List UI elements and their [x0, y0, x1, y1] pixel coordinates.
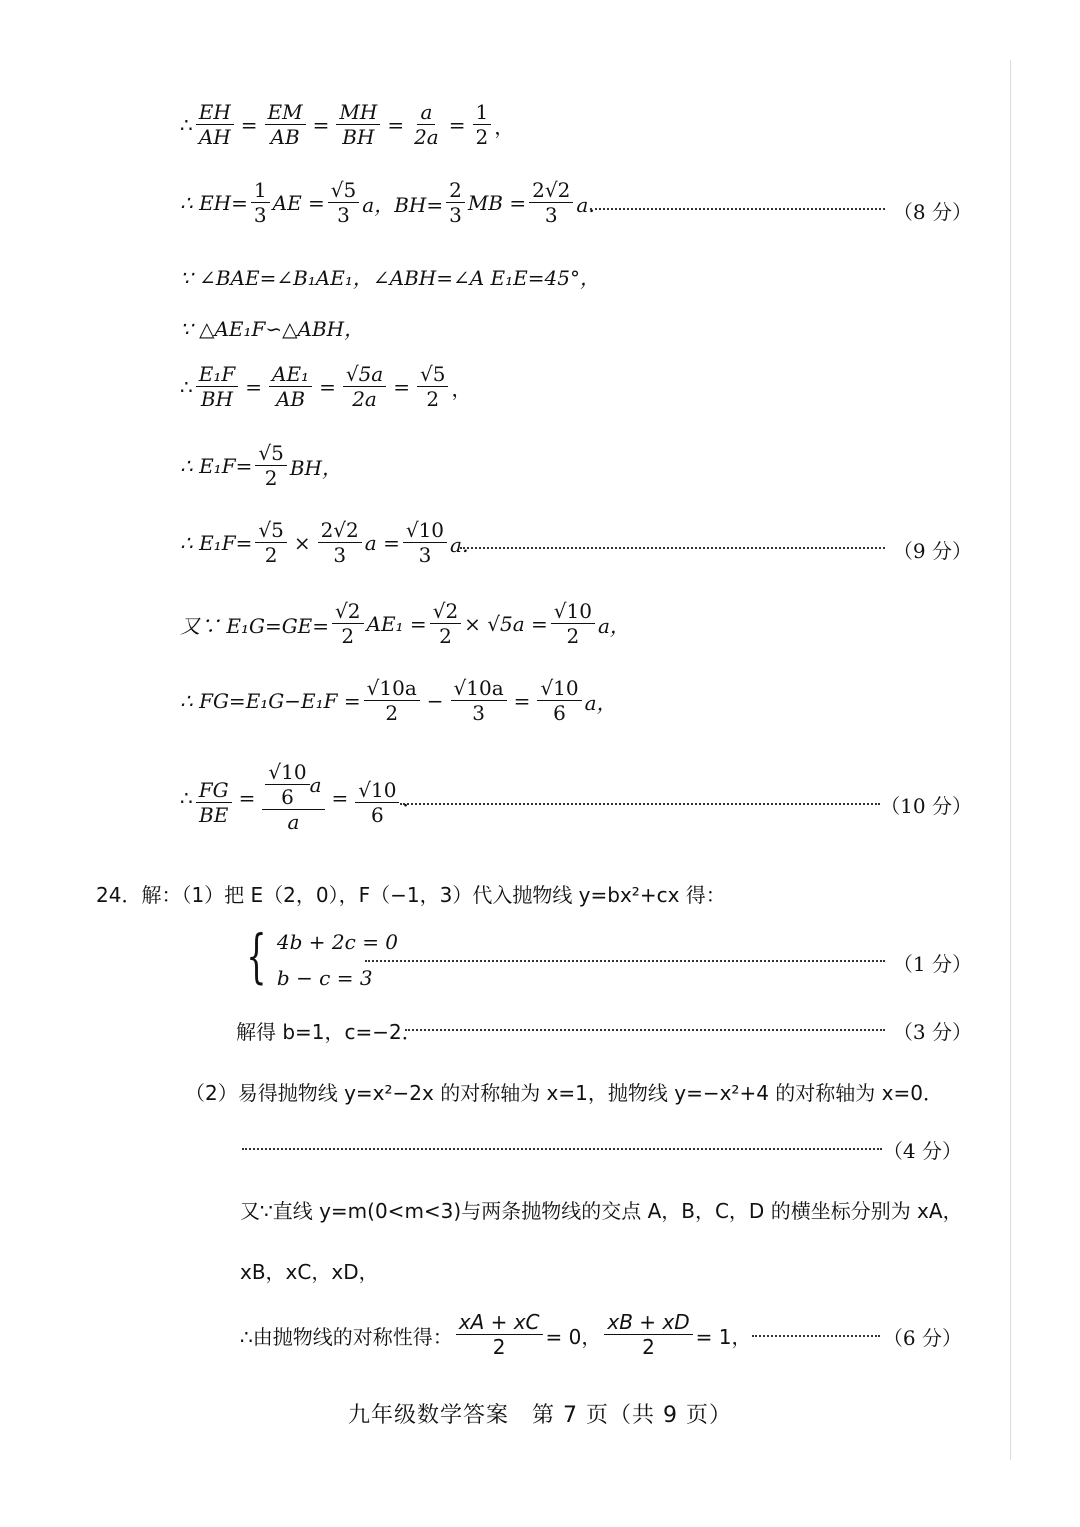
fraction: $\frac{a}{2a}$	[414, 100, 439, 149]
fraction: $\frac{2√2}{3}$	[318, 520, 362, 566]
compound-fraction: $\frac{√10}{6}$ a a	[262, 762, 324, 833]
equation-line-3: ∵ ∠BAE=∠B₁AE₁，∠ABH=∠A E₁E=45°，	[180, 266, 600, 290]
equation-line-5: ∴ $\frac{\text{E₁F}}{BH}$ = $\frac{\text{AE₁}}{AB}$ = $\frac{√5a}{2a}$ = $\frac{√5}{2}$ ，	[180, 362, 472, 411]
equation-line-7: ∴ E₁F= $\frac{√5}{2}$ × $\frac{2√2}{3}$ a = $\frac{√10}{3}$ a．	[180, 518, 482, 567]
dot-leader	[590, 208, 885, 210]
dot-leader	[242, 1148, 882, 1150]
fraction: $\frac{2}{3}$	[446, 180, 465, 226]
fraction: $\frac{EM}{AB}$	[265, 102, 306, 148]
fraction: $\frac{√2}{2}$	[332, 601, 363, 647]
system-equation-1: 4b + 2c = 0	[276, 930, 399, 954]
score-label: （8 分）	[892, 200, 972, 224]
part-2-line-2: 又∵直线 y=m(0<m<3)与两条抛物线的交点 A，B，C，D 的横坐标分别为 xA，	[240, 1199, 963, 1223]
score-label: （6 分）	[882, 1326, 962, 1350]
page-edge-line	[1010, 60, 1011, 1460]
dot-leader	[460, 547, 885, 549]
score-label: （3 分）	[892, 1020, 972, 1044]
page-footer: 九年级数学答案 第 7 页（共 9 页）	[348, 1403, 732, 1428]
fraction: $\frac{√10}{3}$	[403, 520, 447, 566]
fraction: $\frac{√10a}{3}$	[451, 678, 507, 724]
score-label: （1 分）	[892, 952, 972, 976]
equation-line-4: ∵ △AE₁F∽△ABH，	[180, 317, 365, 341]
question-24-header: 24．解：（1）把 E（2，0），F（−1，3）代入抛物线 y=bx²+cx 得：	[96, 883, 726, 907]
solution-line: 解得 b=1，c=−2．	[236, 1020, 422, 1044]
fraction: $\frac{xA + xC}{2}$	[456, 1312, 543, 1358]
fraction: $\frac{2√2}{3}$	[529, 180, 573, 226]
brace-symbol: {	[246, 922, 267, 990]
dot-leader	[400, 803, 880, 805]
fraction: $\frac{\text{E₁F}}{BH}$	[196, 364, 239, 410]
fraction: $\frac{√5}{2}$	[255, 443, 286, 489]
fraction: $\frac{√10}{6}$	[355, 780, 399, 826]
system-equation-2: b − c = 3	[276, 966, 373, 990]
score-label: （9 分）	[892, 539, 972, 563]
fraction: $\frac{xB + xD}{2}$	[604, 1312, 692, 1358]
fraction: $\frac{√10}{6}$	[537, 678, 581, 724]
fraction: $\frac{FG}{BE}$	[196, 780, 232, 826]
fraction: $\frac{1}{2}$	[473, 102, 492, 148]
score-label: （4 分）	[882, 1139, 962, 1163]
fraction: $\frac{MH}{BH}$	[336, 102, 380, 148]
symmetry-line: ∴由抛物线的对称性得： $\frac{xA + xC}{2}$ = 0， $\frac{xB + xD}{2}$ = 1，	[240, 1310, 752, 1359]
dot-leader	[365, 960, 885, 962]
fraction: $\frac{√10}{2}$	[551, 601, 595, 647]
fraction: $\frac{EH}{AH}$	[196, 102, 234, 148]
equation-line-10: ∴ $\frac{FG}{BE}$ = $\frac{√10}{6}$ a a = $\frac{√10}{6}$ ．	[180, 760, 423, 834]
equation-line-6: ∴ E₁F= $\frac{√5}{2}$ BH，	[180, 441, 342, 490]
fraction: $\frac{√2}{2}$	[430, 601, 461, 647]
therefore-symbol: ∴	[180, 113, 193, 137]
fraction: $\frac{√10a}{2}$	[364, 678, 420, 724]
part-2-line: （2）易得抛物线 y=x²−2x 的对称轴为 x=1，抛物线 y=−x²+4 的对称轴为 x=0．	[185, 1081, 943, 1105]
score-label: （10 分）	[880, 794, 972, 818]
fraction: $\frac{√5}{3}$	[328, 180, 359, 226]
equation-line-9: ∴ FG=E₁G−E₁F = $\frac{√10a}{2}$ − $\frac{√10a}{3}$ = $\frac{√10}{6}$ a，	[180, 676, 617, 725]
equation-line-1: ∴ $\frac{EH}{AH}$ = $\frac{EM}{AB}$ = $\frac{MH}{BH}$ = $\frac{a}{2a}$ = $\frac{1}{2}$ ，	[180, 100, 515, 149]
equation-line-8: 又∵ E₁G=GE= $\frac{√2}{2}$ AE₁ = $\frac{√2}{2}$ × √5a = $\frac{√10}{2}$ a，	[180, 599, 630, 648]
fraction: $\frac{1}{3}$	[251, 180, 270, 226]
equation-line-2: ∴ EH= $\frac{1}{3}$ AE = $\frac{√5}{3}$ a，BH= $\frac{2}{3}$ MB = $\frac{2√2}{3}$ a．	[180, 178, 609, 227]
fraction: $\frac{√5}{2}$	[417, 364, 448, 410]
fraction: $\frac{√5a}{2a}$	[343, 364, 386, 410]
part-2-line-3: xB，xC，xD，	[240, 1260, 379, 1284]
dot-leader	[405, 1029, 885, 1031]
dot-leader	[752, 1335, 880, 1337]
fraction: $\frac{√5}{2}$	[255, 520, 286, 566]
fraction: $\frac{\text{AE₁}}{AB}$	[269, 364, 312, 410]
